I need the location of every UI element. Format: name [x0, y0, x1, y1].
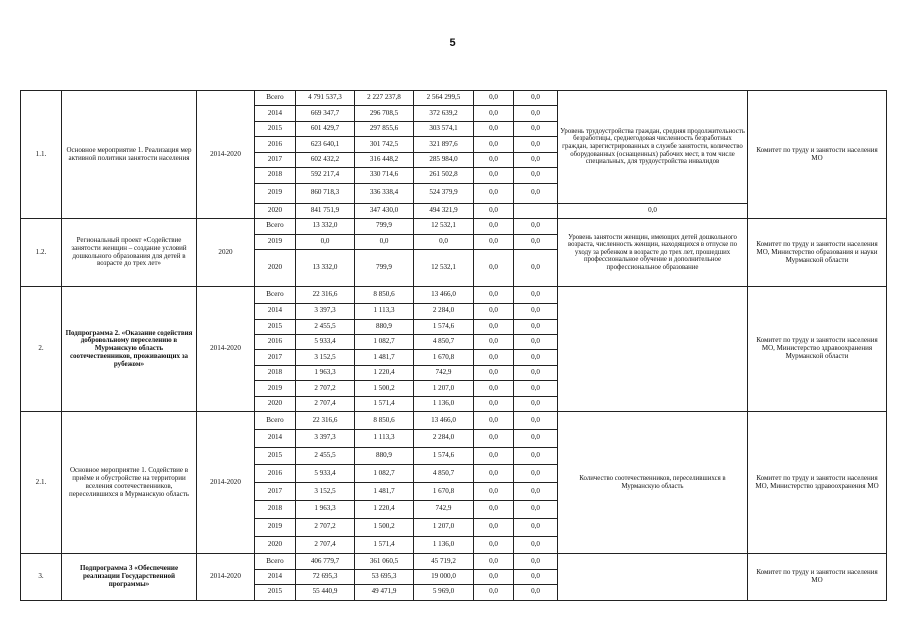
regional-budget-cell: 880,9 [355, 447, 414, 465]
local-budget-cell: 0,0 [474, 106, 514, 121]
other-sources-cell: 0,0 [514, 106, 558, 121]
year-cell: 2015 [255, 447, 296, 465]
other-sources-cell: 0,0 [514, 250, 558, 287]
total-cell: 1 963,3 [296, 500, 355, 518]
other-sources-cell: 0,0 [514, 137, 558, 152]
total-cell: 3 152,5 [296, 350, 355, 365]
federal-budget-cell: 742,9 [414, 500, 474, 518]
section-period: 2020 [197, 219, 255, 287]
regional-budget-cell: 1 571,4 [355, 536, 414, 554]
local-budget-cell: 0,0 [474, 250, 514, 287]
federal-budget-cell: 4 850,7 [414, 334, 474, 349]
other-sources-cell: 0,0 [514, 569, 558, 584]
federal-budget-cell: 285 984,0 [414, 152, 474, 167]
local-budget-cell: 0,0 [474, 429, 514, 447]
year-cell: 2020 [255, 536, 296, 554]
regional-budget-cell: 8 850,6 [355, 287, 414, 304]
section-name: Подпрограмма 2. «Оказание содействия добровольному переселению в Мурманскую область соотечественников, проживающих за рубежом» [62, 287, 197, 412]
local-budget-cell: 0,0 [474, 381, 514, 396]
program-funding-table [20, 90, 887, 601]
total-cell: 0,0 [296, 234, 355, 249]
other-sources-cell: 0,0 [514, 396, 558, 411]
other-sources-cell: 0,0 [514, 168, 558, 183]
regional-budget-cell: 799,9 [355, 219, 414, 234]
total-cell: 669 347,7 [296, 106, 355, 121]
regional-budget-cell: 296 708,5 [355, 106, 414, 121]
total-cell: 592 217,4 [296, 168, 355, 183]
local-budget-cell: 0,0 [474, 203, 514, 218]
local-budget-cell: 0,0 [474, 91, 514, 106]
section-number: 3. [21, 554, 62, 600]
year-cell: 2017 [255, 152, 296, 167]
total-cell: 2 455,5 [296, 447, 355, 465]
regional-budget-cell: 1 082,7 [355, 465, 414, 483]
indicator-cell-empty [514, 203, 558, 218]
year-cell: 2015 [255, 319, 296, 334]
total-cell: 22 316,6 [296, 287, 355, 304]
year-cell: 2018 [255, 500, 296, 518]
regional-budget-cell: 49 471,9 [355, 585, 414, 600]
year-cell: 2019 [255, 381, 296, 396]
local-budget-cell: 0,0 [474, 304, 514, 319]
regional-budget-cell: 799,9 [355, 250, 414, 287]
other-sources-cell: 0,0 [514, 554, 558, 569]
other-sources-cell: 0,0 [514, 483, 558, 501]
regional-budget-cell: 1 481,7 [355, 483, 414, 501]
year-cell: 2016 [255, 465, 296, 483]
section-number: 2.1. [21, 412, 62, 554]
year-cell: 2020 [255, 396, 296, 411]
total-cell: 860 718,3 [296, 183, 355, 203]
regional-budget-cell: 1 500,2 [355, 518, 414, 536]
total-cell: 5 933,4 [296, 334, 355, 349]
other-sources-cell: 0,0 [514, 219, 558, 234]
total-cell: 3 397,3 [296, 304, 355, 319]
federal-budget-cell: 2 564 299,5 [414, 91, 474, 106]
local-budget-cell: 0,0 [474, 465, 514, 483]
indicator-cell [558, 554, 748, 600]
other-sources-cell: 0,0 [514, 518, 558, 536]
total-cell: 2 707,2 [296, 381, 355, 396]
year-cell: Всего [255, 412, 296, 430]
total-cell: 841 751,9 [296, 203, 355, 218]
other-sources-cell: 0,0 [514, 234, 558, 249]
section-period: 2014-2020 [197, 287, 255, 412]
table-row [21, 287, 887, 304]
year-cell: Всего [255, 219, 296, 234]
total-cell: 2 707,2 [296, 518, 355, 536]
year-cell: 2020 [255, 203, 296, 218]
local-budget-cell: 0,0 [474, 350, 514, 365]
total-cell: 13 332,0 [296, 219, 355, 234]
section-name: Основное мероприятие 1. Реализация мер активной политики занятости населения [62, 91, 197, 219]
total-cell: 55 440,9 [296, 585, 355, 600]
table-row [21, 554, 887, 569]
other-sources-cell: 0,0 [514, 585, 558, 600]
indicator-cell [558, 287, 748, 412]
local-budget-cell: 0,0 [474, 412, 514, 430]
federal-budget-cell: 1 670,8 [414, 350, 474, 365]
other-sources-cell: 0,0 [514, 287, 558, 304]
other-sources-cell: 0,0 [514, 500, 558, 518]
other-sources-cell: 0,0 [514, 304, 558, 319]
local-budget-cell: 0,0 [474, 152, 514, 167]
federal-budget-cell: 742,9 [414, 365, 474, 380]
regional-budget-cell: 2 227 237,8 [355, 91, 414, 106]
regional-budget-cell: 301 742,5 [355, 137, 414, 152]
regional-budget-cell: 361 060,5 [355, 554, 414, 569]
regional-budget-cell: 1 113,3 [355, 304, 414, 319]
federal-budget-cell: 372 639,2 [414, 106, 474, 121]
year-cell: 2018 [255, 168, 296, 183]
regional-budget-cell: 1 220,4 [355, 500, 414, 518]
section-name: Основное мероприятие 1. Содействие в приёме и обустройстве на территории вселения соотечественников, переселившихся в Мурманскую область [62, 412, 197, 554]
regional-budget-cell: 880,9 [355, 319, 414, 334]
local-budget-cell: 0,0 [474, 518, 514, 536]
responsible-cell: Комитет по труду и занятости населения МО, Министерство образования и науки Мурманской области [748, 219, 887, 287]
federal-budget-cell: 1 136,0 [414, 396, 474, 411]
local-budget-cell: 0,0 [474, 334, 514, 349]
local-budget-cell: 0,0 [474, 183, 514, 203]
other-sources-cell: 0,0 [514, 91, 558, 106]
other-sources-cell: 0,0 [514, 350, 558, 365]
total-cell: 22 316,6 [296, 412, 355, 430]
regional-budget-cell: 316 448,2 [355, 152, 414, 167]
other-sources-cell: 0,0 [514, 365, 558, 380]
federal-budget-cell: 1 574,6 [414, 447, 474, 465]
regional-budget-cell: 8 850,6 [355, 412, 414, 430]
indicator-cell: Уровень трудоустройства граждан, средняя продолжительность безработицы, среднегодовая численность безработных граждан, зарегистрированных в службе занятости, количество оборудованных (оснащенных) рабочих мест, в том числе специальных, для трудоустройства инвалидов [558, 91, 748, 204]
table-row [21, 91, 887, 106]
other-sources-cell: 0,0 [514, 429, 558, 447]
page-number: 5 [449, 37, 456, 49]
local-budget-cell: 0,0 [474, 585, 514, 600]
responsible-cell: Комитет по труду и занятости населения МО, Министерство здравоохранения МО [748, 412, 887, 554]
total-cell: 72 695,3 [296, 569, 355, 584]
federal-budget-cell: 45 719,2 [414, 554, 474, 569]
regional-budget-cell: 336 338,4 [355, 183, 414, 203]
section-period: 2014-2020 [197, 554, 255, 600]
total-cell: 602 432,2 [296, 152, 355, 167]
federal-budget-cell: 13 466,0 [414, 412, 474, 430]
other-sources-cell: 0,0 [514, 465, 558, 483]
total-cell: 3 397,3 [296, 429, 355, 447]
federal-budget-cell: 261 502,8 [414, 168, 474, 183]
total-cell: 5 933,4 [296, 465, 355, 483]
regional-budget-cell: 347 430,0 [355, 203, 414, 218]
total-cell: 1 963,3 [296, 365, 355, 380]
other-sources-cell: 0,0 [514, 536, 558, 554]
local-budget-cell: 0,0 [474, 219, 514, 234]
regional-budget-cell: 0,0 [355, 234, 414, 249]
federal-budget-cell: 1 136,0 [414, 536, 474, 554]
other-sources-cell: 0,0 [514, 319, 558, 334]
table-body [21, 91, 887, 601]
total-cell: 2 707,4 [296, 396, 355, 411]
table-row [21, 219, 887, 234]
regional-budget-cell: 1 113,3 [355, 429, 414, 447]
federal-budget-cell: 4 850,7 [414, 465, 474, 483]
local-budget-cell: 0,0 [474, 569, 514, 584]
total-cell: 406 779,7 [296, 554, 355, 569]
federal-budget-cell: 2 284,0 [414, 304, 474, 319]
year-cell: 2016 [255, 137, 296, 152]
regional-budget-cell: 330 714,6 [355, 168, 414, 183]
federal-budget-cell: 12 532,1 [414, 219, 474, 234]
indicator-cell: Количество соотечественников, переселившихся в Мурманскую область [558, 412, 748, 554]
indicator-cell: Уровень занятости женщин, имеющих детей дошкольного возраста, численность женщин, находящихся в отпуске по уходу за ребенком в возрасте до трех лет, прошедших профессиональное обучение и дополнительное профессиональное образование [558, 219, 748, 287]
regional-budget-cell: 53 695,3 [355, 569, 414, 584]
federal-budget-cell: 1 207,0 [414, 381, 474, 396]
section-number: 2. [21, 287, 62, 412]
year-cell: 2019 [255, 234, 296, 249]
regional-budget-cell: 1 082,7 [355, 334, 414, 349]
other-sources-cell: 0,0 [514, 121, 558, 136]
federal-budget-cell: 12 532,1 [414, 250, 474, 287]
total-cell: 13 332,0 [296, 250, 355, 287]
local-budget-cell: 0,0 [474, 234, 514, 249]
section-period: 2014-2020 [197, 412, 255, 554]
regional-budget-cell: 1 220,4 [355, 365, 414, 380]
federal-budget-cell: 13 466,0 [414, 287, 474, 304]
responsible-cell: Комитет по труду и занятости населения МО, Министерство здравоохранения Мурманской области [748, 287, 887, 412]
total-cell: 4 791 537,3 [296, 91, 355, 106]
federal-budget-cell: 1 574,6 [414, 319, 474, 334]
local-budget-cell: 0,0 [474, 536, 514, 554]
other-sources-cell: 0,0 [514, 381, 558, 396]
local-budget-cell: 0,0 [474, 319, 514, 334]
federal-budget-cell: 1 207,0 [414, 518, 474, 536]
local-budget-cell: 0,0 [474, 365, 514, 380]
table-row [21, 412, 887, 430]
section-name: Региональный проект «Содействие занятости женщин – создание условий дошкольного образования для детей в возрасте до трех лет» [62, 219, 197, 287]
year-cell: 2018 [255, 365, 296, 380]
other-sources-cell: 0,0 [558, 203, 748, 218]
regional-budget-cell: 1 571,4 [355, 396, 414, 411]
local-budget-cell: 0,0 [474, 137, 514, 152]
year-cell: 2015 [255, 585, 296, 600]
other-sources-cell: 0,0 [514, 412, 558, 430]
year-cell: 2014 [255, 304, 296, 319]
local-budget-cell: 0,0 [474, 396, 514, 411]
local-budget-cell: 0,0 [474, 168, 514, 183]
regional-budget-cell: 1 500,2 [355, 381, 414, 396]
other-sources-cell: 0,0 [514, 183, 558, 203]
local-budget-cell: 0,0 [474, 554, 514, 569]
local-budget-cell: 0,0 [474, 287, 514, 304]
regional-budget-cell: 1 481,7 [355, 350, 414, 365]
section-period: 2014-2020 [197, 91, 255, 219]
year-cell: 2014 [255, 429, 296, 447]
other-sources-cell: 0,0 [514, 447, 558, 465]
year-cell: 2016 [255, 334, 296, 349]
local-budget-cell: 0,0 [474, 500, 514, 518]
year-cell: 2017 [255, 483, 296, 501]
year-cell: 2019 [255, 518, 296, 536]
federal-budget-cell: 19 000,0 [414, 569, 474, 584]
total-cell: 2 707,4 [296, 536, 355, 554]
year-cell: 2019 [255, 183, 296, 203]
year-cell: 2017 [255, 350, 296, 365]
federal-budget-cell: 524 379,9 [414, 183, 474, 203]
federal-budget-cell: 5 969,0 [414, 585, 474, 600]
section-name: Подпрограмма 3 «Обеспечение реализации Государственной программы» [62, 554, 197, 600]
other-sources-cell: 0,0 [514, 152, 558, 167]
section-number: 1.2. [21, 219, 62, 287]
year-cell: 2014 [255, 569, 296, 584]
year-cell: Всего [255, 554, 296, 569]
responsible-cell: Комитет по труду и занятости населения МО [748, 91, 887, 219]
federal-budget-cell: 321 897,6 [414, 137, 474, 152]
federal-budget-cell: 0,0 [414, 234, 474, 249]
year-cell: Всего [255, 91, 296, 106]
federal-budget-cell: 303 574,1 [414, 121, 474, 136]
section-number: 1.1. [21, 91, 62, 219]
year-cell: 2015 [255, 121, 296, 136]
year-cell: 2014 [255, 106, 296, 121]
local-budget-cell: 0,0 [474, 121, 514, 136]
total-cell: 2 455,5 [296, 319, 355, 334]
total-cell: 601 429,7 [296, 121, 355, 136]
responsible-cell: Комитет по труду и занятости населения МО [748, 554, 887, 600]
regional-budget-cell: 297 855,6 [355, 121, 414, 136]
year-cell: 2020 [255, 250, 296, 287]
federal-budget-cell: 2 284,0 [414, 429, 474, 447]
year-cell: Всего [255, 287, 296, 304]
federal-budget-cell: 494 321,9 [414, 203, 474, 218]
total-cell: 623 640,1 [296, 137, 355, 152]
local-budget-cell: 0,0 [474, 447, 514, 465]
total-cell: 3 152,5 [296, 483, 355, 501]
federal-budget-cell: 1 670,8 [414, 483, 474, 501]
local-budget-cell: 0,0 [474, 483, 514, 501]
other-sources-cell: 0,0 [514, 334, 558, 349]
